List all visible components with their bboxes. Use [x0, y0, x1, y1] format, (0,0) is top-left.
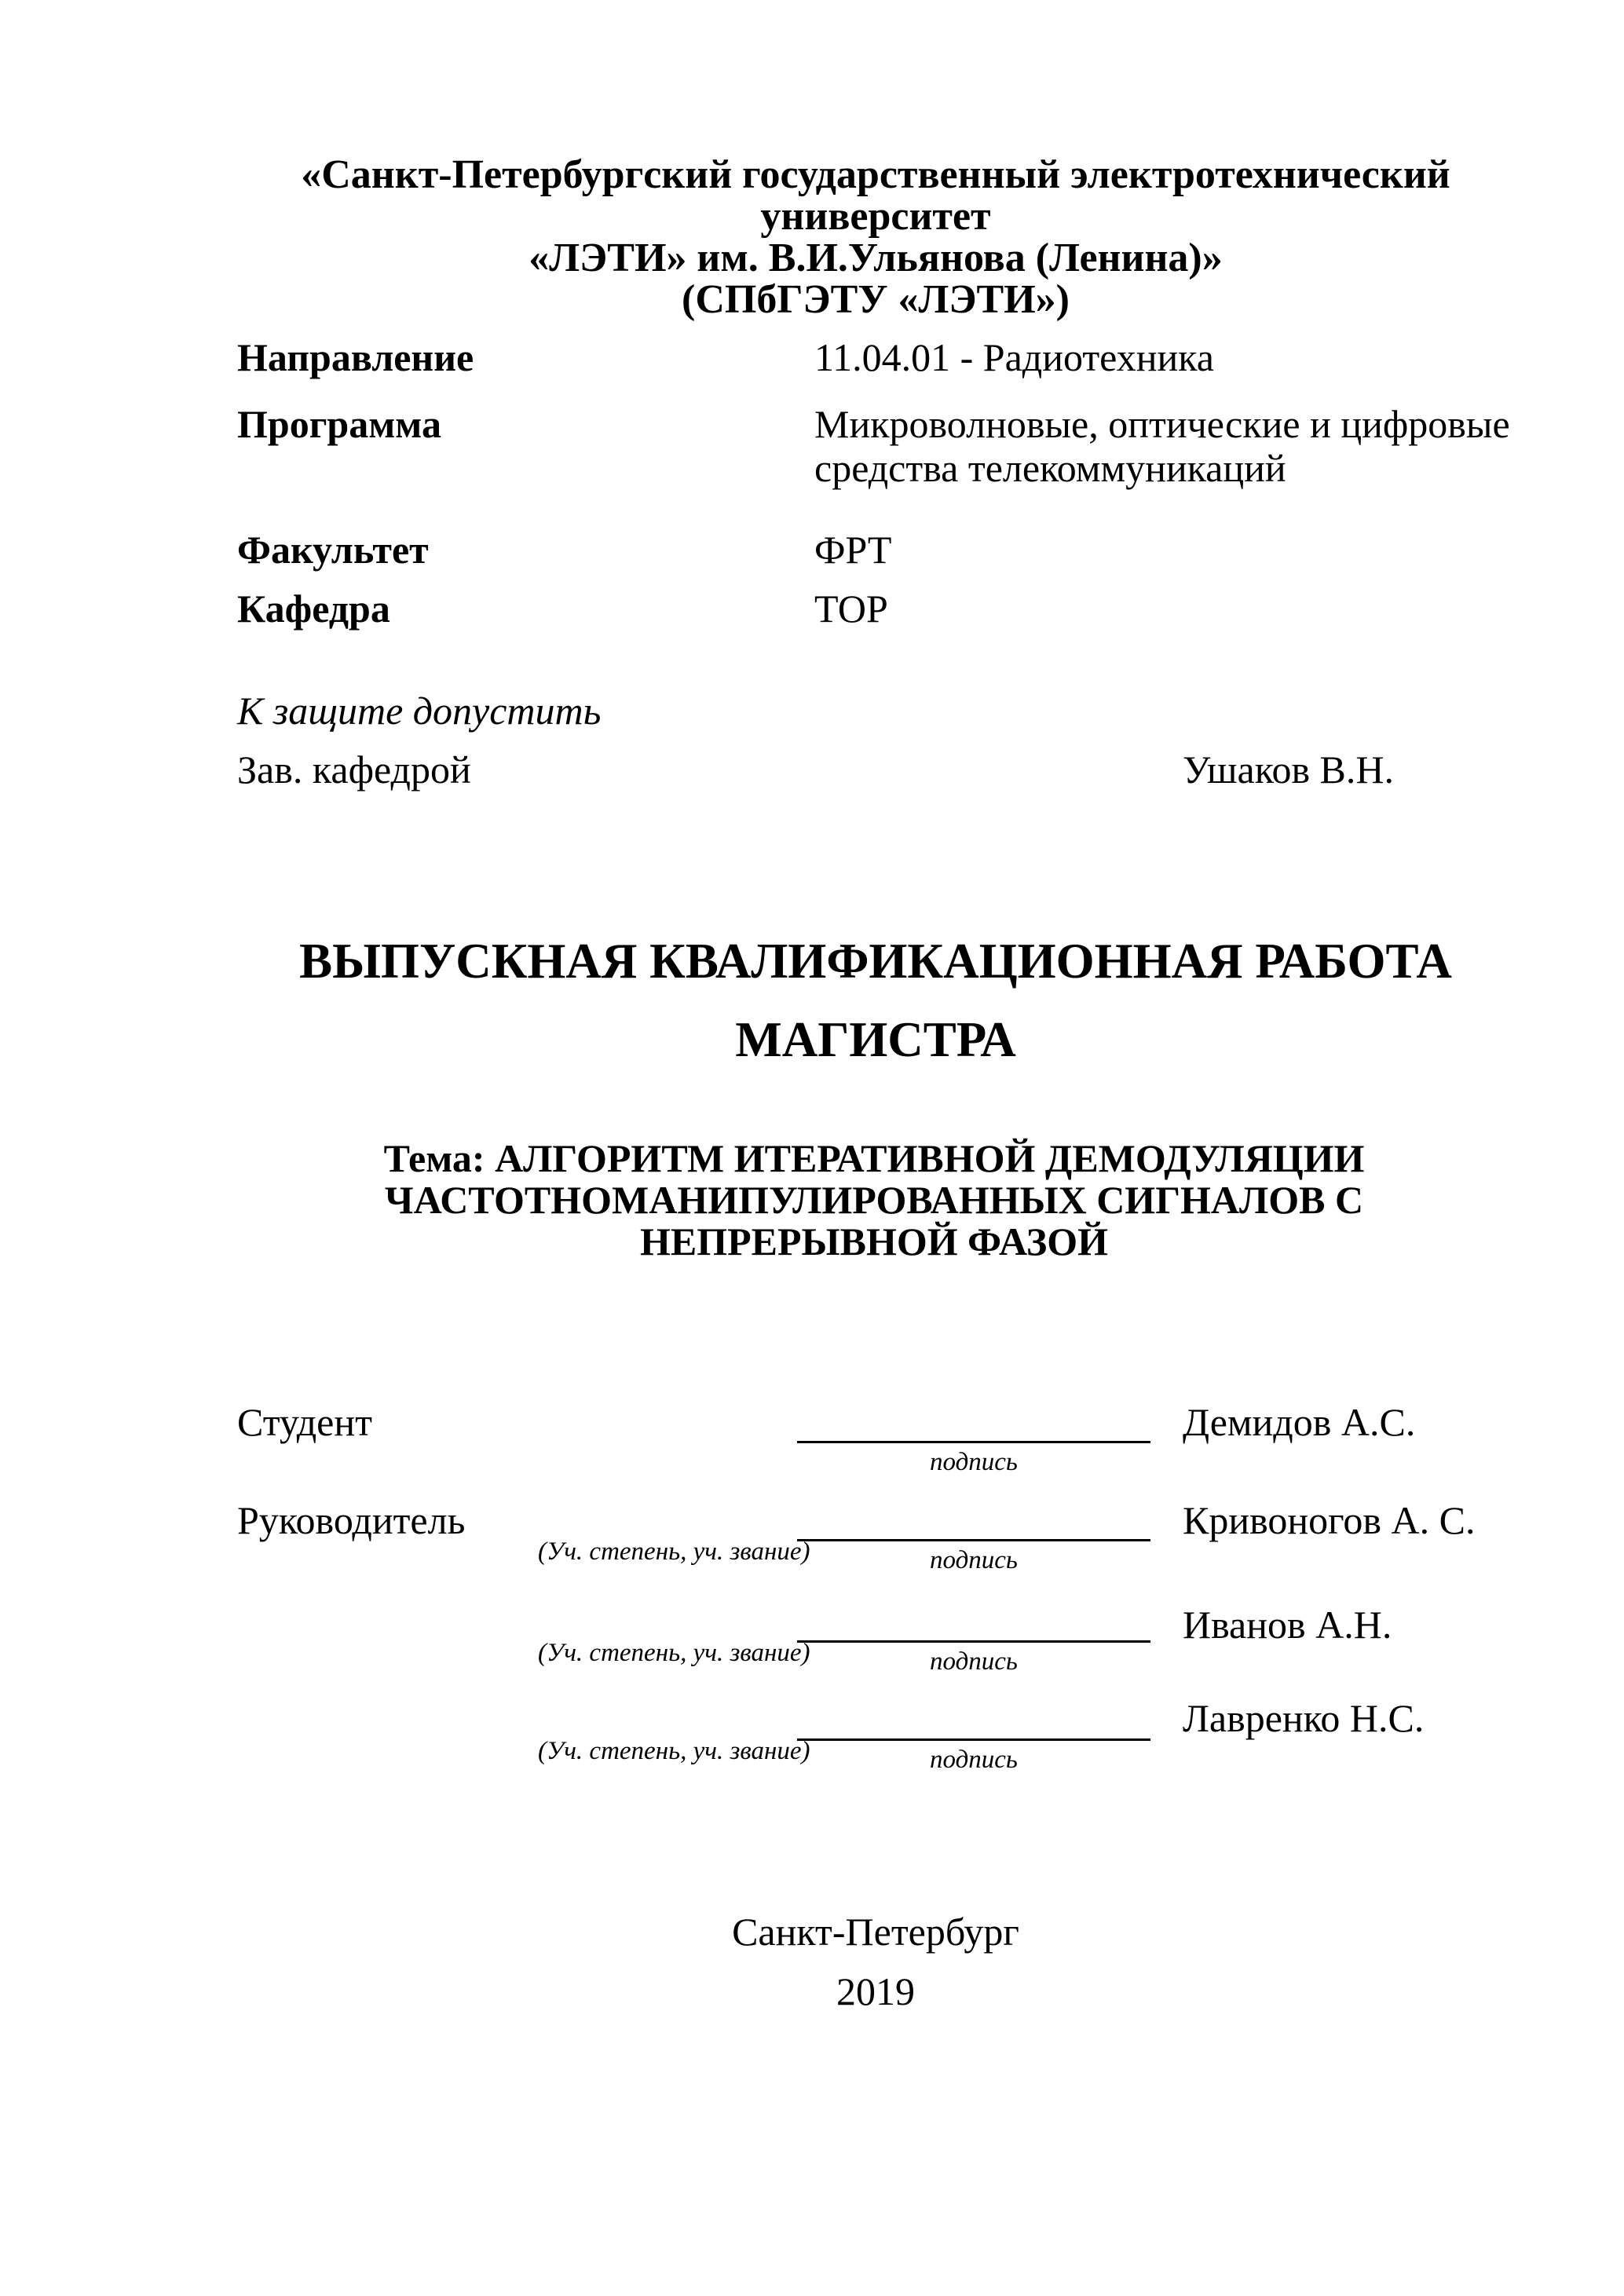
footer-year: 2019 [836, 1969, 915, 2013]
field-label-direction: Направление [237, 335, 474, 379]
thesis-theme [348, 1138, 1400, 1263]
field-label-faculty: Факультет [237, 528, 429, 572]
degree-caption-member3: (Уч. степень, уч. звание) [538, 1737, 810, 1765]
field-value-department: ТОР [814, 587, 888, 631]
signature-role-supervisor: Руководитель [237, 1498, 466, 1542]
university-name-line3: (СПбГЭТУ «ЛЭТИ») [682, 277, 1070, 322]
department-head-name: Ушаков В.Н. [1183, 748, 1395, 792]
signature-caption-student: подпись [930, 1448, 1018, 1476]
signature-caption-supervisor: подпись [930, 1546, 1018, 1574]
footer-city: Санкт-Петербург [732, 1910, 1019, 1954]
field-value-faculty: ФРТ [814, 528, 892, 572]
university-name-line1: «Санкт-Петербургский государственный электротехнический университет [301, 152, 1450, 239]
signature-line-supervisor [797, 1539, 1150, 1541]
work-title [236, 922, 1516, 1079]
thesis-theme-line2: ЧАСТОТНОМАНИПУЛИРОВАННЫХ СИГНАЛОВ С [384, 1178, 1364, 1222]
field-label-program: Программа [237, 402, 441, 446]
university-header [236, 154, 1516, 320]
thesis-theme-line3: НЕПРЕРЫВНОЙ ФАЗОЙ [639, 1219, 1109, 1263]
thesis-theme-line1: Тема: АЛГОРИТМ ИТЕРАТИВНОЙ ДЕМОДУЛЯЦИИ [383, 1136, 1365, 1180]
work-title-line1: ВЫПУСКНАЯ КВАЛИФИКАЦИОННАЯ РАБОТА [299, 934, 1452, 989]
field-label-department: Кафедра [237, 587, 390, 631]
field-value-direction: 11.04.01 - Радиотехника [814, 335, 1214, 379]
department-head-label: Зав. кафедрой [237, 748, 471, 792]
signature-name-member3: Лавренко Н.С. [1183, 1696, 1425, 1740]
admission-note: К защите допустить [237, 689, 602, 733]
university-name-line2: «ЛЭТИ» им. В.И.Ульянова (Ленина)» [529, 236, 1223, 280]
degree-caption-supervisor: (Уч. степень, уч. звание) [538, 1537, 810, 1566]
signature-name-student: Демидов А.С. [1183, 1400, 1416, 1444]
signature-caption-member3: подпись [930, 1746, 1018, 1774]
signature-name-member2: Иванов А.Н. [1183, 1603, 1392, 1647]
degree-caption-member2: (Уч. степень, уч. звание) [538, 1639, 810, 1667]
signature-name-supervisor: Кривоногов А. С. [1183, 1498, 1476, 1542]
signature-caption-member2: подпись [930, 1647, 1018, 1676]
field-value-program: Микроволновые, оптические и цифровые средства телекоммуникаций [814, 402, 1510, 490]
signature-line-member2 [797, 1640, 1150, 1643]
signature-role-student: Студент [237, 1400, 372, 1444]
signature-line-student [797, 1441, 1150, 1443]
signature-line-member3 [797, 1738, 1150, 1741]
work-title-line2: МАГИСТРА [735, 1012, 1016, 1067]
